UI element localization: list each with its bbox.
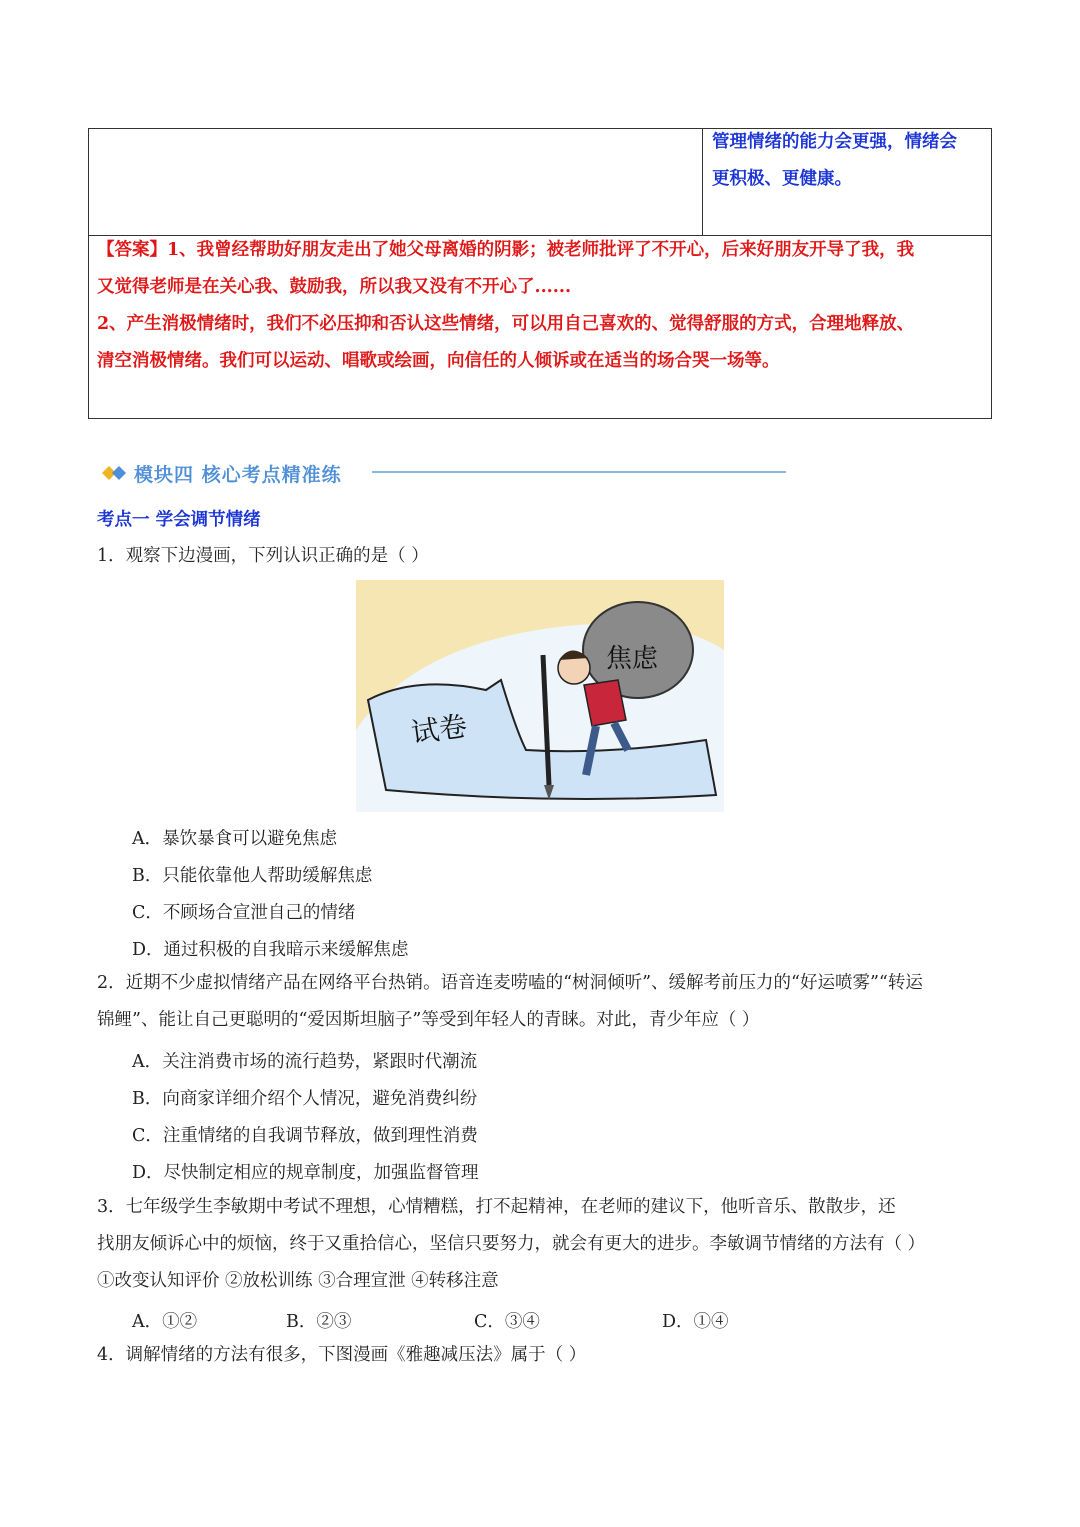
comic-image: [356, 580, 724, 812]
right-cell-line: 更积极、更健康。: [712, 169, 852, 189]
module-title: 模块四 核心考点精准练: [134, 463, 342, 486]
q1-option-d[interactable]: D．通过积极的自我暗示来缓解焦虑: [132, 940, 409, 960]
table-cell-divider: [702, 128, 703, 236]
stem-line: ①改变认知评价 ②放松训练 ③合理宣泄 ④转移注意: [97, 1271, 499, 1291]
q1-option-c[interactable]: C．不顾场合宣泄自己的情绪: [132, 903, 356, 923]
q1-option-b[interactable]: B．只能依靠他人帮助缓解焦虑: [132, 866, 373, 886]
module-underline: [372, 471, 786, 473]
stem-line: 2．近期不少虚拟情绪产品在网络平台热销。语音连麦唠嗑的“树洞倾听”、缓解考前压力的“好运喷雾”“转运: [97, 973, 923, 993]
right-cell-line: 管理情绪的能力会更强，情绪会: [712, 132, 957, 152]
q1-option-a[interactable]: A．暴饮暴食可以避免焦虑: [132, 829, 338, 849]
answer-block: [97, 232, 987, 380]
q2-option-b[interactable]: B．向商家详细介绍个人情况，避免消费纠纷: [132, 1089, 478, 1109]
q2-option-c[interactable]: C．注重情绪的自我调节释放，做到理性消费: [132, 1126, 478, 1146]
section-title: 考点一 学会调节情绪: [97, 510, 261, 530]
comic-label-anxiety: 焦虑: [606, 644, 659, 674]
question-2-stem: [97, 965, 987, 1039]
stem-line: 3．七年级学生李敏期中考试不理想，心情糟糕，打不起精神，在老师的建议下，他听音乐、散散步，还: [97, 1197, 896, 1217]
q3-option-d[interactable]: D．①④: [662, 1312, 729, 1332]
answer-line: 清空消极情绪。我们可以运动、唱歌或绘画，向信任的人倾诉或在适当的场合哭一场等。: [97, 351, 780, 371]
module-header: [100, 456, 342, 490]
q2-option-a[interactable]: A．关注消费市场的流行趋势，紧跟时代潮流: [132, 1052, 478, 1072]
question-1-stem: 1．观察下边漫画，下列认识正确的是（ ）: [97, 546, 429, 566]
q2-option-d[interactable]: D．尽快制定相应的规章制度，加强监督管理: [132, 1163, 479, 1183]
question-3-stem: [97, 1189, 987, 1300]
answer-line: 又觉得老师是在关心我、鼓励我，所以我又没有不开心了......: [97, 277, 572, 297]
stem-line: 锦鲤”、能让自己更聪明的“爱因斯坦脑子”等受到年轻人的青睐。对此，青少年应（ ）: [97, 1010, 760, 1030]
answer-line: 【答案】1、我曾经帮助好朋友走出了她父母离婚的阴影；被老师批评了不开心，后来好朋友开导了我，我: [97, 240, 915, 260]
q3-option-c[interactable]: C．③④: [474, 1312, 540, 1332]
table-right-cell: [712, 124, 990, 198]
q3-option-b[interactable]: B．②③: [286, 1312, 352, 1332]
question-4-stem: 4．调解情绪的方法有很多，下图漫画《雅趣减压法》属于（ ）: [97, 1345, 587, 1365]
stem-line: 找朋友倾诉心中的烦恼，终于又重拾信心，坚信只要努力，就会有更大的进步。李敏调节情绪的方法有（ ）: [97, 1234, 926, 1254]
q3-option-a[interactable]: A．①②: [132, 1312, 198, 1332]
diamond-arrow-icon: [100, 463, 130, 483]
comic-label-paper: 试卷: [409, 709, 470, 750]
answer-line: 2、产生消极情绪时，我们不必压抑和否认这些情绪，可以用自己喜欢的、觉得舒服的方式，合理地释放、: [97, 314, 915, 334]
